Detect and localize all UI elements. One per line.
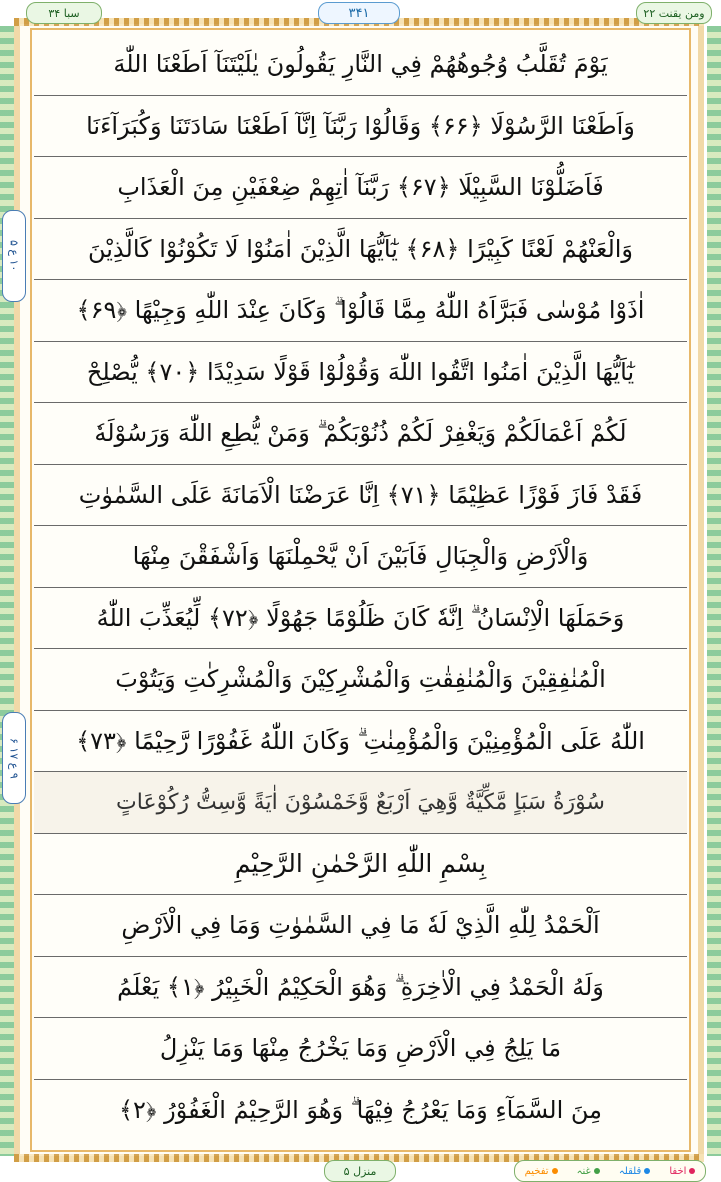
page-number: ۳۴۱ xyxy=(318,2,400,24)
legend-dot-icon xyxy=(644,1168,650,1174)
text-lines xyxy=(34,34,687,1141)
legend-dot-icon xyxy=(689,1168,695,1174)
text-line: لَكُمْ اَعْمَالَكُمْ وَيَغْفِرْ لَكُمْ ذُنُوْبَكُمْ ۗ وَمَنْ يُّطِعِ اللّٰهَ وَرَسُوْلَهٗ xyxy=(34,403,687,465)
surah-heading: سُوْرَةُ سَبَاٍ مَّكِّيَّةٌ وَّهِيَ اَرْبَعٌ وَّخَمْسُوْنَ اٰيَةً وَّسِتُّ رُكُوْعَاتٍ xyxy=(34,772,687,834)
manzil-label: منزل ۵ xyxy=(324,1160,396,1182)
text-line: فَاَضَلُّوْنَا السَّبِيْلَا ﴿۶۷﴾ رَبَّنَآ اٰتِهِمْ ضِعْفَيْنِ مِنَ الْعَذَابِ xyxy=(34,157,687,219)
text-line: وَاَطَعْنَا الرَّسُوْلَا ﴿۶۶﴾ وَقَالُوْا رَبَّنَآ اِنَّآ اَطَعْنَا سَادَتَنَا وَكُبَرَآءَنَا xyxy=(34,96,687,158)
text-line: الْمُنٰفِقِيْنَ وَالْمُنٰفِقٰتِ وَالْمُشْرِكِيْنَ وَالْمُشْرِكٰتِ وَيَتُوْبَ xyxy=(34,649,687,711)
text-line: وَلَهُ الْحَمْدُ فِي الْاٰخِرَةِ ۗ وَهُوَ الْحَكِيْمُ الْخَبِيْرُ ﴿۱﴾ يَعْلَمُ xyxy=(34,957,687,1019)
text-line: مَا يَلِجُ فِي الْاَرْضِ وَمَا يَخْرُجُ مِنْهَا وَمَا يَنْزِلُ xyxy=(34,1018,687,1080)
legend-label: قلقلہ xyxy=(618,1165,642,1177)
legend-item xyxy=(525,1166,558,1177)
juz-name-label: ومن یقنت ۲۲ xyxy=(636,2,712,24)
text-line: اٰذَوْا مُوْسٰى فَبَرَّاَهُ اللّٰهُ مِمَّا قَالُوْا ۗ وَكَانَ عِنْدَ اللّٰهِ وَجِيْهًا ﴿۶۹﴾ xyxy=(34,280,687,342)
bismillah-line: بِسْمِ اللّٰهِ الرَّحْمٰنِ الرَّحِيْمِ xyxy=(34,834,687,896)
legend-item xyxy=(577,1166,600,1177)
tajweed-legend xyxy=(514,1160,706,1182)
text-line: اللّٰهُ عَلَى الْمُؤْمِنِيْنَ وَالْمُؤْمِنٰتِ ۗ وَكَانَ اللّٰهُ غَفُوْرًا رَّحِيْمًا ﴿۷۳﴾ xyxy=(34,711,687,773)
text-line: فَقَدْ فَازَ فَوْزًا عَظِيْمًا ﴿۷۱﴾ اِنَّا عَرَضْنَا الْاَمَانَةَ عَلَى السَّمٰوٰتِ xyxy=(34,465,687,527)
text-line: يٰٓاَيُّهَا الَّذِيْنَ اٰمَنُوا اتَّقُوا اللّٰهَ وَقُوْلُوْا قَوْلًا سَدِيْدًا ﴿۷۰﴾ يُّصْلِحْ xyxy=(34,342,687,404)
right-ornament xyxy=(707,26,721,1156)
text-line: وَالْاَرْضِ وَالْجِبَالِ فَاَبَيْنَ اَنْ يَّحْمِلْنَهَا وَاَشْفَقْنَ مِنْهَا xyxy=(34,526,687,588)
text-line: اَلْحَمْدُ لِلّٰهِ الَّذِيْ لَهٗ مَا فِي السَّمٰوٰتِ وَمَا فِي الْاَرْضِ xyxy=(34,895,687,957)
legend-label: تفخیم xyxy=(524,1165,549,1177)
left-ornament xyxy=(0,26,14,1156)
legend-dot-icon xyxy=(594,1168,600,1174)
legend-dot-icon xyxy=(552,1168,558,1174)
ruku-marker: ۹ ع ۱۷ ۶ xyxy=(2,712,26,804)
legend-label: غنہ xyxy=(576,1165,591,1177)
surah-name-label: سبا ۳۴ xyxy=(26,2,102,24)
text-line: مِنَ السَّمَآءِ وَمَا يَعْرُجُ فِيْهَا ۗ وَهُوَ الرَّحِيْمُ الْغَفُوْرُ ﴿۲﴾ xyxy=(118,1096,603,1125)
legend-item xyxy=(669,1166,695,1177)
text-line: یَوْمَ تُقَلَّبُ وُجُوهُهُمْ فِي النَّارِ يَقُولُونَ يٰلَيْتَنَآ اَطَعْنَا اللّٰهَ xyxy=(34,34,687,96)
ruku-marker: ۱۰ ع ۵ xyxy=(2,210,26,302)
legend-item xyxy=(619,1166,650,1177)
legend-label: اخفا xyxy=(669,1165,687,1177)
text-line: وَحَمَلَهَا الْاِنْسَانُ ۗ اِنَّهٗ كَانَ ظَلُوْمًا جَهُوْلًا ﴿۷۲﴾ لِّيُعَذِّبَ اللّٰهُ xyxy=(34,588,687,650)
text-line: وَالْعَنْهُمْ لَعْنًا كَبِيْرًا ﴿۶۸﴾ يٰٓاَيُّهَا الَّذِيْنَ اٰمَنُوْا لَا تَكُوْنُوْا كَالَّذِيْنَ xyxy=(34,219,687,281)
